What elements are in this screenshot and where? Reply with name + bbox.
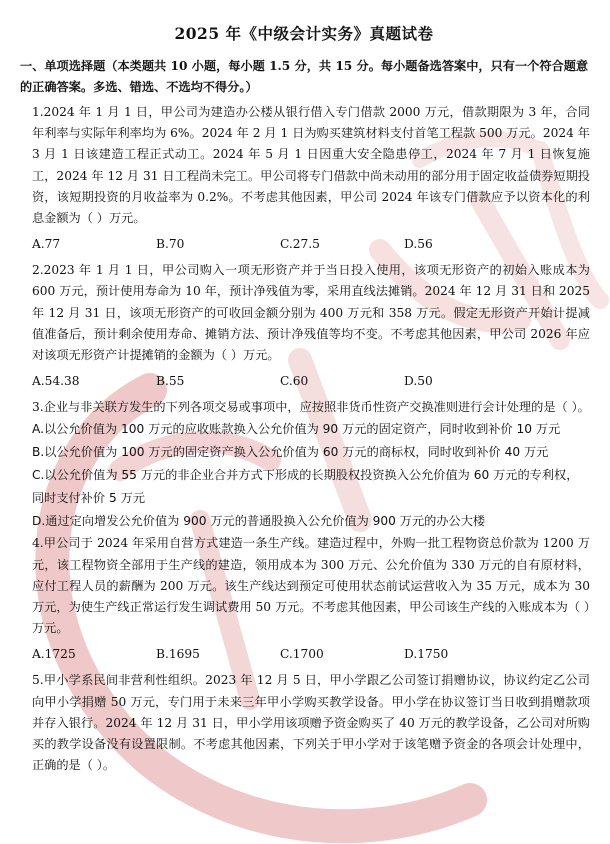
option-b: B.55 [156,374,185,389]
question-2 [18,260,590,391]
option-c: C.1700 [280,647,324,662]
option-d: D.1750 [404,647,449,662]
option-b: B.70 [156,237,185,252]
question-stem: 1.2024 年 1 月 1 日，甲公司为建造办公楼从银行借入专门借款 2000 万元，借款期限为 3 年，合同年利率与实际年利率均为 6%。2024 年 2 月 1 日为购买建筑材料支付首笔工程款 500 万元。2024 年 3 月 1 日该建造工程正式动工。2024 年 5 月 1 日因重大安全隐患停工，2024 年 7 月 1 日恢复施工，2024 年 12 月 31 日工程尚未完工。甲公司将专门借款中尚未动用的部分用于固定收益债券短期投资，该短期投资的月收益率为 0.2%。不考虑其他因素，甲公司 2024 年该专门借款应予以资本化的利息金额为（ ）万元。 [32,105,590,226]
option-a: A.54.38 [32,374,80,389]
option-a: A.1725 [32,647,76,662]
question-4 [18,533,590,664]
question-stem: 5.甲小学系民间非营利性组织。2023 年 12 月 5 日，甲小学跟乙公司签订捐赠协议，协议约定乙公司向甲小学捐赠 50 万元，专门用于未来三年甲小学购买教学设备。甲小学在协议签订当日收到捐赠款项并存入银行。2024 年 12 月 31 日，甲小学用该项赠予资金购买了 40 万元的教学设备，乙公司对所购买的教学设备没有设置限制。不考虑其他因素，下列关于甲小学对于该笔赠予资金的各项会计处理中，正确的是（ ）。 [32,673,590,773]
question-stem: 4.甲公司于 2024 年采用自营方式建造一条生产线。建造过程中，外购一批工程物资总价款为 1200 万元，该工程物资全部用于生产线的建造，领用成本为 300 万元、公允价值为 330 万元的自有原材料，应付工程人员的薪酬为 200 万元。该生产线达到预定可使用状态前试运营收入为 35 万元，成本为 30 万元，为使生产线正常运行发生调试费用 50 万元。不考虑其他因素，甲公司该生产线的入账成本为（ ）万元。 [32,536,590,636]
document-title: 2025 年《中级会计实务》真题试卷 [174,24,434,43]
option-c-continued: 同时支付补价 5 万元 [32,491,146,506]
option-c: C.60 [280,374,309,389]
question-options [32,371,590,391]
option-d: D.56 [404,237,433,252]
section-heading: 一、单项选择题（本类题共 10 小题，每小题 1.5 分，共 15 分。每小题备选答案中，只有一个符合题意的正确答案。多选、错选、不选均不得分。） [20,59,589,94]
option-b: B.1695 [156,647,200,662]
question-options [32,644,590,664]
option-d: D.50 [404,374,433,389]
question-5 [18,670,590,776]
option-c: C.27.5 [280,237,320,252]
option-a: A.以公允价值为 100 万元的应收账款换入公允价值为 90 万元的固定资产，同时收到补价 10 万元 [32,422,561,437]
option-d: D.通过定向增发公允价值为 900 万元的普通股换入公允价值为 900 万元的办公大楼 [32,514,486,529]
option-a: A.77 [32,237,61,252]
question-options [32,234,590,254]
question-stem: 2.2023 年 1 月 1 日，甲公司购入一项无形资产并于当日投入使用，该项无形资产的初始入账成本为 600 万元，预计使用寿命为 10 年，预计净残值为零，采用直线法摊销。2024 年 12 月 31 日和 2025 年 12 月 31 日，该项无形资产的可收回金额分别为 400 万元和 358 万元。假定无形资产开始计提减值准备后，预计剩余使用寿命、摊销方法、预计净残值等均不变。不考虑其他因素，甲公司 2026 年应对该项无形资产计提摊销的金额为（ ）万元。 [32,263,590,363]
question-3 [18,397,590,533]
question-1 [18,102,590,254]
option-b: B.以公允价值为 100 万元的固定资产换入公允价值为 60 万元的商标权，同时收到补价 40 万元 [32,445,549,460]
question-stem: 3.企业与非关联方发生的下列各项交易或事项中，应按照非货币性资产交换准则进行会计处理的是（ ）。 [32,400,590,415]
option-c: C.以公允价值为 55 万元的非企业合并方式下形成的长期股权投资换入公允价值为 60 万元的专利权， [32,468,579,483]
